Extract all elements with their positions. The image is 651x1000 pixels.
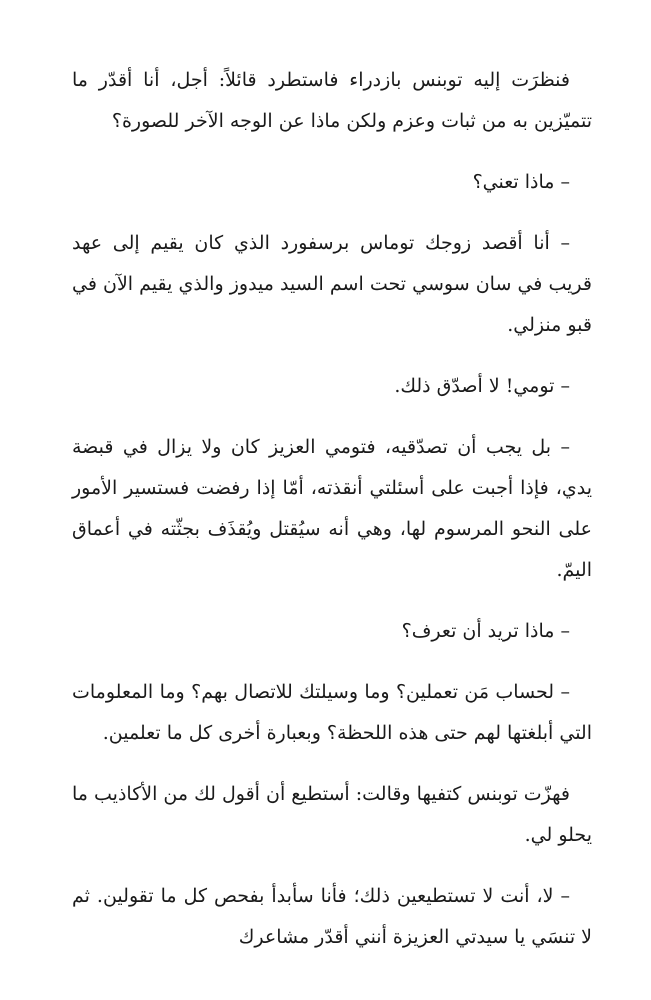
paragraph-9: – لا، أنت لا تستطيعين ذلك؛ فأنا سأبدأ بفحص كل ما تقولين. ثم لا تنسَي يا سيدتي العزيزة أنني أقدّر مشاعرك — [72, 885, 592, 948]
paragraph-7: – لحساب مَن تعملين؟ وما وسيلتك للاتصال بهم؟ وما المعلومات التي أبلغتها لهم حتى هذه اللحظة؟ وبعبارة أخرى كل ما تعلمين. — [72, 681, 592, 744]
paragraph-1: فنظرَت إليه توبنس بازدراء فاستطرد قائلاً: أجل، أنا أقدّر ما تتميّزين به من ثبات وعزم ولكن ماذا عن الوجه الآخر للصورة؟ — [72, 69, 592, 132]
paragraph-4: – تومي! لا أصدّق ذلك. — [394, 375, 570, 397]
book-page — [72, 60, 592, 958]
paragraph-5: – بل يجب أن تصدّقيه، فتومي العزيز كان ولا يزال في قبضة يدي، فإذا أجبت على أسئلتي أنقذته، أمّا إذا رفضت فستسير الأمور على النحو المرسوم لها، وهي أنه سيُقتل ويُقذَف بجثّته في أعماق اليمّ. — [72, 436, 592, 581]
paragraph-3: – أنا أقصد زوجك توماس برسفورد الذي كان يقيم إلى عهد قريب في سان سوسي تحت اسم السيد ميدوز والذي يقيم الآن في قبو منزلي. — [72, 232, 592, 336]
paragraph-8: فهزّت توبنس كتفيها وقالت: أستطيع أن أقول لك من الأكاذيب ما يحلو لي. — [72, 783, 592, 846]
paragraph-6: – ماذا تريد أن تعرف؟ — [401, 620, 570, 642]
paragraph-2: – ماذا تعني؟ — [472, 171, 570, 193]
